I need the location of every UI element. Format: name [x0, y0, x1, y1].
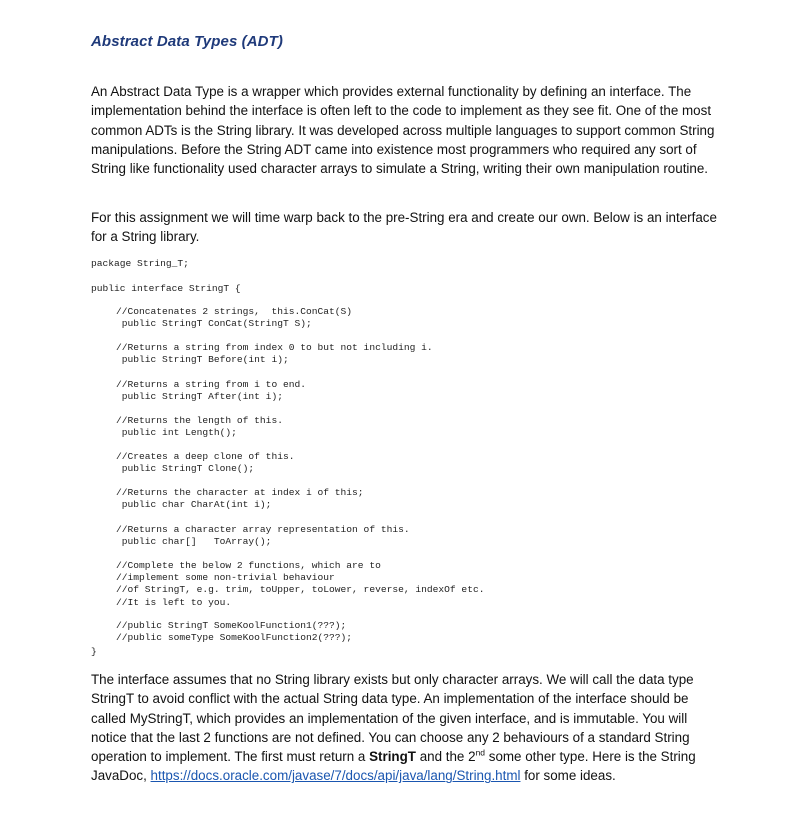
closing-text-2: and the 2	[415, 749, 476, 765]
code-block-charat: //Returns the character at index i of this; public char CharAt(int i);	[116, 487, 364, 511]
code-block-length: //Returns the length of this. public int Length();	[116, 415, 283, 439]
code-block-concat: //Concatenates 2 strings, this.ConCat(S) public StringT ConCat(StringT S);	[116, 306, 353, 330]
javadoc-link[interactable]: https://docs.oracle.com/javase/7/docs/api/java/lang/String.html	[150, 768, 521, 784]
code-block-after: //Returns a string from i to end. public StringT After(int i);	[116, 379, 306, 403]
closing-superscript: nd	[475, 747, 486, 758]
code-block-before: //Returns a string from index 0 to but not including i. public StringT Before(int i);	[116, 342, 433, 366]
intro-paragraph: An Abstract Data Type is a wrapper which provides external functionality by defining an interface. The implementation behind the interface is often left to the code to implement as they see fit. One of the most common ADTs is the String library. It was developed across multiple languages to support common String manipulations. Before the String ADT came into existence most programmers who required any sort of String like functionality used character arrays to simulate a String, writing their own manipulation routine.	[91, 84, 715, 177]
page-title: Abstract Data Types (ADT)	[91, 33, 283, 50]
closing-bold-stringt: StringT	[369, 749, 416, 765]
code-interface-line: public interface StringT {	[91, 283, 241, 294]
assignment-paragraph: For this assignment we will time warp back to the pre-String era and create our own. Below is an interface for a String library.	[91, 210, 717, 245]
code-block-comment: //Complete the below 2 functions, which are to //implement some non-trivial behaviour //of StringT, e.g. trim, toUpper, toLower, reverse, indexOf etc. //It is left to you.	[116, 560, 485, 608]
closing-text-3: some other type. Here is the String JavaDoc,	[91, 749, 696, 784]
closing-text-4: for some ideas.	[520, 768, 616, 784]
closing-text-1: The interface assumes that no String library exists but only character arrays. We will call the data type StringT to avoid conflict with the actual String data type. An implementation of the interface should be called MyStringT, which provides an implementation of the given interface, and is immutable. You will notice that the last 2 functions are not defined. You can choose any 2 behaviours of a standard String operation to implement. The first must return a	[91, 672, 694, 765]
code-block-clone: //Creates a deep clone of this. public StringT Clone();	[116, 451, 295, 475]
code-package-line: package String_T;	[91, 258, 189, 269]
code-closing-brace: }	[91, 646, 97, 657]
code-block-toarray: //Returns a character array representation of this. public char[] ToArray();	[116, 524, 410, 548]
closing-paragraph	[91, 670, 721, 786]
code-block-koolfunctions: //public StringT SomeKoolFunction1(???); //public someType SomeKoolFunction2(???);	[116, 620, 353, 644]
